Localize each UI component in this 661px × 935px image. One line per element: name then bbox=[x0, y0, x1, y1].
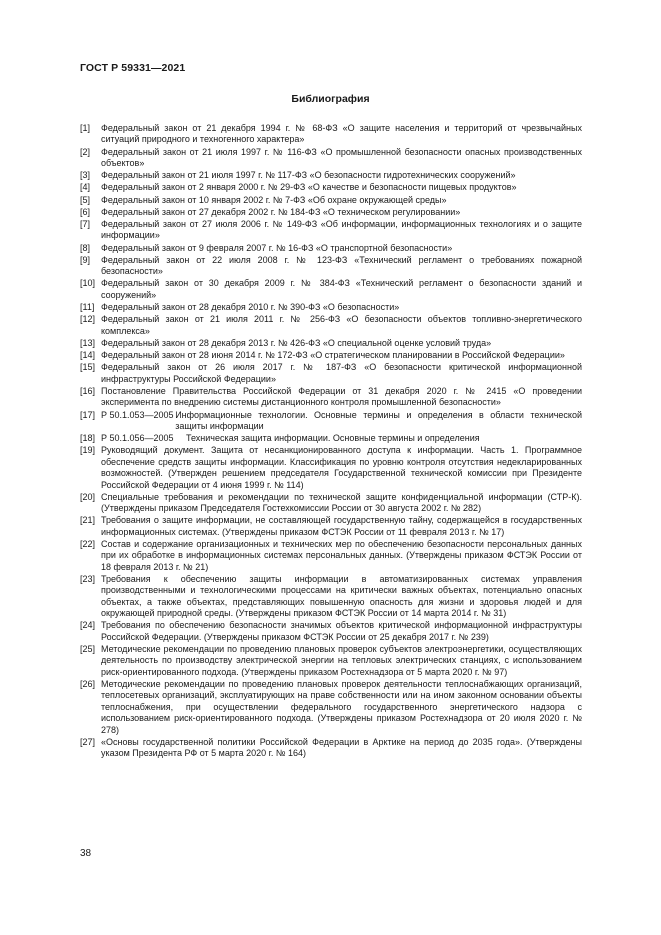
entry-text: Федеральный закон от 28 декабря 2013 г. № 426-ФЗ «О специальной оценке условий труда» bbox=[101, 337, 492, 348]
entry-text: Федеральный закон от 22 июля 2008 г. № 123-ФЗ «Технический регламент о требованиях пожарной безопасности» bbox=[101, 254, 582, 277]
bibliography-entry bbox=[80, 539, 582, 573]
entry-text: Постановление Правительства Российской Федерации от 31 декабря 2020 г. № 2415 «О проведении эксперимента по внедрению системы дистанционного контроля промышленной безопасности» bbox=[101, 385, 582, 408]
bibliography-entry bbox=[80, 255, 582, 278]
entry-number: [18] bbox=[80, 433, 96, 444]
entry-text: Федеральный закон от 30 декабря 2009 г. № 384-ФЗ «Технический регламент о безопасности зданий и сооружений» bbox=[101, 278, 582, 300]
page-title: Библиография bbox=[291, 93, 370, 105]
bibliography-entry bbox=[80, 302, 582, 313]
entry-number: [12] bbox=[80, 314, 96, 325]
entry-number: [15] bbox=[80, 362, 96, 373]
entry-number: [3] bbox=[80, 170, 91, 181]
entry-standard-code: Р 50.1.056—2005 bbox=[101, 433, 174, 444]
entry-number: [19] bbox=[80, 445, 96, 456]
entry-number: [21] bbox=[80, 515, 96, 526]
entry-number: [1] bbox=[80, 123, 91, 133]
entry-text: Федеральный закон от 9 февраля 2007 г. № 16-ФЗ «О транспортной безопасности» bbox=[101, 242, 453, 253]
entry-number: [4] bbox=[80, 182, 91, 193]
entry-number: [24] bbox=[80, 620, 96, 631]
entry-text: Федеральный закон от 21 июля 2011 г. № 256-ФЗ «О безопасности объектов топливно-энергетического комплекса» bbox=[101, 314, 582, 336]
bibliography-entry bbox=[80, 314, 582, 337]
bibliography-entry bbox=[80, 574, 582, 620]
bibliography-entry bbox=[80, 147, 582, 170]
bibliography-entry bbox=[80, 123, 582, 146]
entry-number: [14] bbox=[80, 350, 96, 361]
entry-text: Информационные технологии. Основные термины и определения в области технической защиты информации bbox=[175, 409, 582, 431]
entry-number: [23] bbox=[80, 573, 96, 584]
bibliography-entry bbox=[80, 338, 582, 349]
entry-number: [20] bbox=[80, 491, 96, 502]
entry-number: [25] bbox=[80, 644, 96, 654]
entry-number: [22] bbox=[80, 538, 96, 549]
entry-text: Федеральный закон от 28 декабря 2010 г. № 390-ФЗ «О безопасности» bbox=[101, 302, 400, 313]
page-number: 38 bbox=[80, 848, 92, 859]
entry-text: Требования о защите информации, не составляющей государственную тайну, содержащейся в государственных информационных системах. (Утверждены приказом ФСТЭК России от 11 февраля 2013 г. № 17) bbox=[101, 515, 582, 537]
bibliography-entry bbox=[80, 445, 582, 491]
entry-text: Федеральный закон от 21 декабря 1994 г. № 68-ФЗ «О защите населения и территорий от чрезвычайных ситуаций природного и техногенного характера» bbox=[101, 123, 582, 145]
entry-body bbox=[101, 410, 582, 433]
bibliography-entry bbox=[80, 362, 582, 385]
entry-number: [13] bbox=[80, 337, 96, 348]
bibliography-entry bbox=[80, 492, 582, 515]
entry-text: Специальные требования и рекомендации по технической защите конфиденциальной информации (СТР-К). (Утверждены приказом Председателя Гостехкомиссии России от 30 августа 2002 г. № 282) bbox=[101, 491, 582, 514]
entry-text: Методические рекомендации по проведению плановых проверок деятельности теплоснабжающих организаций, теплосетевых организаций, эксплуатирующих на праве собственности или на ином законном основании объекты теплоснабжения, при осуществлении федерального государственного энергетического надзора с использованием риск-ориентированного подхода. (Утверждены приказом Ростехнадзора от 20 июля 2020 г. № 278) bbox=[101, 679, 582, 735]
bibliography-entry bbox=[80, 433, 582, 444]
entry-text: Федеральный закон от 10 января 2002 г. № 7-ФЗ «Об охране окружающей среды» bbox=[101, 194, 447, 205]
entry-text: Требования по обеспечению безопасности значимых объектов критической информационной инфраструктуры Российской Федерации. (Утверждены приказом ФСТЭК России от 25 декабря 2017 г. № 239) bbox=[101, 620, 582, 642]
entry-text: Состав и содержание организационных и технических мер по обеспечению безопасности персональных данных при их обработке в информационных системах персональных данных. (Утверждены приказом ФСТЭК России от 18 февраля 2013 г. № 21) bbox=[101, 538, 582, 572]
entry-standard-code: Р 50.1.053—2005 bbox=[101, 409, 174, 420]
bibliography-entry bbox=[80, 410, 582, 433]
bibliography-entry bbox=[80, 170, 582, 181]
bibliography-entry bbox=[80, 679, 582, 736]
entry-number: [17] bbox=[80, 409, 96, 420]
entry-text: Федеральный закон от 27 июля 2006 г. № 149-ФЗ «Об информации, информационных технологиях и о защите информации» bbox=[101, 219, 582, 241]
entry-number: [6] bbox=[80, 206, 91, 217]
entry-text: «Основы государственной политики Российской Федерации в Арктике на период до 2035 года». (Утверждены указом Президента РФ от 5 марта 2020 г. № 164) bbox=[101, 736, 582, 759]
bibliography-entry bbox=[80, 644, 582, 678]
entry-number: [8] bbox=[80, 242, 91, 253]
entry-text: Федеральный закон от 2 января 2000 г. № 29-ФЗ «О качестве и безопасности пищевых продуктов» bbox=[101, 182, 517, 193]
entry-text: Федеральный закон от 27 декабря 2002 г. № 184-ФЗ «О техническом регулировании» bbox=[101, 206, 461, 217]
bibliography-entry bbox=[80, 219, 582, 242]
bibliography-list bbox=[80, 123, 582, 760]
bibliography-entry bbox=[80, 278, 582, 301]
entry-number: [16] bbox=[80, 385, 96, 396]
entry-text: Руководящий документ. Защита от несанкционированного доступа к информации. Часть 1. Программное обеспечение средств защиты информации. Классификация по уровню контроля отсутствия недекларированных возможностей. (Утвержден решением председателя Государственной технической комиссии при Президенте Российской Федерации от 4 июня 1999 г. № 114) bbox=[101, 445, 582, 490]
bibliography-entry bbox=[80, 207, 582, 218]
bibliography-entry bbox=[80, 620, 582, 643]
entry-text: Федеральный закон от 21 июля 1997 г. № 117-ФЗ «О безопасности гидротехнических сооружений» bbox=[101, 170, 516, 181]
entry-text: Федеральный закон от 26 июля 2017 г. № 187-ФЗ «О безопасности критической информационной инфраструктуры Российской Федерации» bbox=[101, 362, 582, 384]
entry-body bbox=[101, 433, 582, 444]
bibliography-entry bbox=[80, 182, 582, 193]
entry-number: [7] bbox=[80, 219, 91, 230]
entry-number: [2] bbox=[80, 146, 91, 157]
entry-text: Требования к обеспечению защиты информации в автоматизированных системах управления производственными и технологическими процессами на критически важных объектах, потенциально опасных объектах, а также объектах, представляющих повышенную опасность для жизни и здоровья людей и для окружающей природной среды. (Утверждены приказом ФСТЭК России от 14 марта 2014 г. № 31) bbox=[101, 573, 582, 619]
entry-text: Федеральный закон от 21 июля 1997 г. № 116-ФЗ «О промышленной безопасности опасных производственных объектов» bbox=[101, 146, 582, 169]
bibliography-entry bbox=[80, 386, 582, 409]
bibliography-entry bbox=[80, 350, 582, 361]
bibliography-entry bbox=[80, 737, 582, 760]
entry-text: Федеральный закон от 28 июня 2014 г. № 172-ФЗ «О стратегическом планировании в Российской Федерации» bbox=[101, 350, 565, 361]
entry-number: [11] bbox=[80, 302, 95, 313]
entry-number: [27] bbox=[80, 736, 96, 747]
bibliography-entry bbox=[80, 195, 582, 206]
document-header: ГОСТ Р 59331—2021 bbox=[80, 62, 186, 74]
entry-number: [26] bbox=[80, 679, 96, 690]
bibliography-entry bbox=[80, 515, 582, 538]
entry-text: Методические рекомендации по проведению плановых проверок субъектов электроэнергетики, осуществляющих деятельность по производству электрической энергии на тепловых электрических станциях, с использованием риск-ориентированного подхода. (Утверждены приказом Ростехнадзора от 5 марта 2020 г. № 97) bbox=[101, 644, 582, 677]
entry-number: [9] bbox=[80, 254, 91, 265]
bibliography-entry bbox=[80, 243, 582, 254]
entry-number: [5] bbox=[80, 194, 91, 205]
entry-number: [10] bbox=[80, 278, 96, 289]
entry-text: Техническая защита информации. Основные термины и определения bbox=[186, 433, 480, 444]
